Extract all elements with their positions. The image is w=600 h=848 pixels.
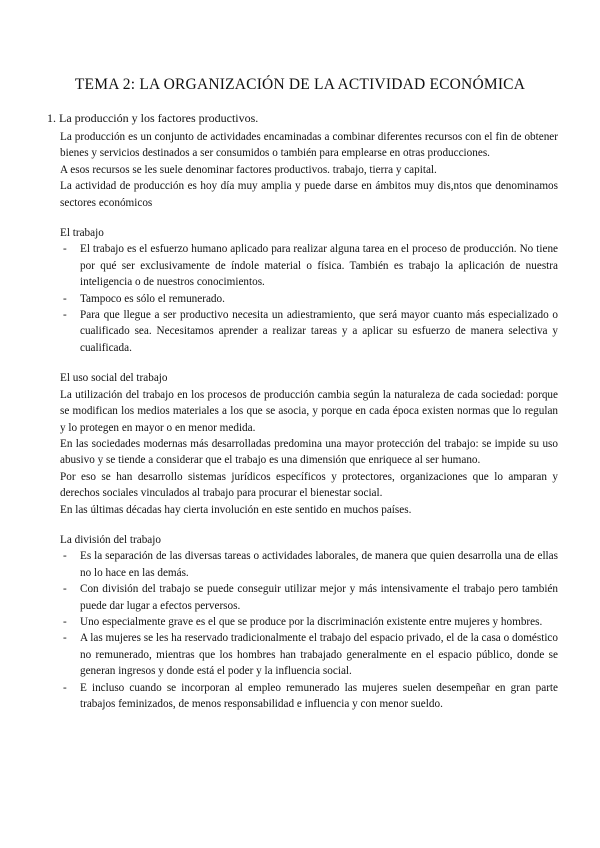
paragraph: En las últimas décadas hay cierta involución en este sentido en muchos países. (60, 503, 412, 516)
subheading-division: La división del trabajo (60, 533, 161, 546)
paragraph: Por eso se han desarrollo sistemas jurídicos específicos y protectores, organizaciones que lo amparan y derechos sociales vinculados al trabajo para procurar el bienestar social. (60, 470, 558, 500)
list-item: - A las mujeres se les ha reservado tradicionalmente el trabajo del espacio privado, el de la casa o doméstico no remunerado, mientras que los hombres han trabajado generalmente en el espacio público, donde se generan ingresos y donde está el poder y la influencia social. (59, 630, 558, 679)
list-item: - Uno especialmente grave es el que se produce por la discriminación existente entre mujeres y hombres. (59, 614, 558, 630)
list-item: - E incluso cuando se incorporan al empleo remunerado las mujeres suelen desempeñar en gran parte trabajos feminizados, de menos responsabilidad e influencia y con menor sueldo. (59, 680, 558, 713)
paragraph: La utilización del trabajo en los procesos de producción cambia según la naturaleza de cada sociedad: porque se modifican los medios materiales a los que se asocia, y porque en cada época existen normas que lo regulan y lo protegen en mayor o en menor medida. (60, 388, 558, 434)
subheading-uso-social: El uso social del trabajo (60, 372, 168, 385)
intro-paragraph: A esos recursos se les suele denominar factores productivos. trabajo, tierra y capital. (60, 163, 437, 176)
list-item: - Tampoco es sólo el remunerado. (59, 291, 558, 307)
intro-paragraph: La producción es un conjunto de actividades encaminadas a combinar diferentes recursos con el fin de obtener bienes y servicios destinados a ser consumidos o también para emplearse en otras producciones. (60, 131, 558, 160)
document-title: TEMA 2: LA ORGANIZACIÓN DE LA ACTIVIDAD ECONÓMICA (74, 76, 526, 93)
intro-paragraph: La actividad de producción es hoy día muy amplia y puede darse en ámbitos muy dis,ntos que denominamos sectores económicos (60, 180, 558, 209)
list-item: - Con división del trabajo se puede conseguir utilizar mejor y más intensivamente el trabajo pero también puede dar lugar a efectos perversos. (59, 581, 558, 614)
section-heading-produccion: 1. La producción y los factores productivos. (47, 111, 259, 125)
trabajo-list (60, 241, 558, 356)
list-item: - Es la separación de las diversas tareas o actividades laborales, de manera que quien desarrolla una de ellas no lo hace en las demás. (59, 548, 558, 581)
subheading-trabajo: El trabajo (60, 227, 104, 240)
list-item: - El trabajo es el esfuerzo humano aplicado para realizar alguna tarea en el proceso de producción. No tiene por qué ser exclusivamente de índole material o física. También es trabajo la aplicación de nuestra inteligencia o de nuestros conocimientos. (59, 241, 558, 290)
list-item: - Para que llegue a ser productivo necesita un adiestramiento, que será mayor cuanto más especializado o cualificado sea. Necesitamos aprender a realizar tareas y a aplicar su esfuerzo de manera selectiva y cualificada. (59, 307, 558, 356)
division-list (60, 548, 558, 712)
paragraph: En las sociedades modernas más desarrolladas predomina una mayor protección del trabajo: se impide su uso abusivo y se tiende a considerar que el trabajo es una dimensión que enriquece al ser humano. (60, 437, 558, 467)
document-body (60, 129, 558, 712)
